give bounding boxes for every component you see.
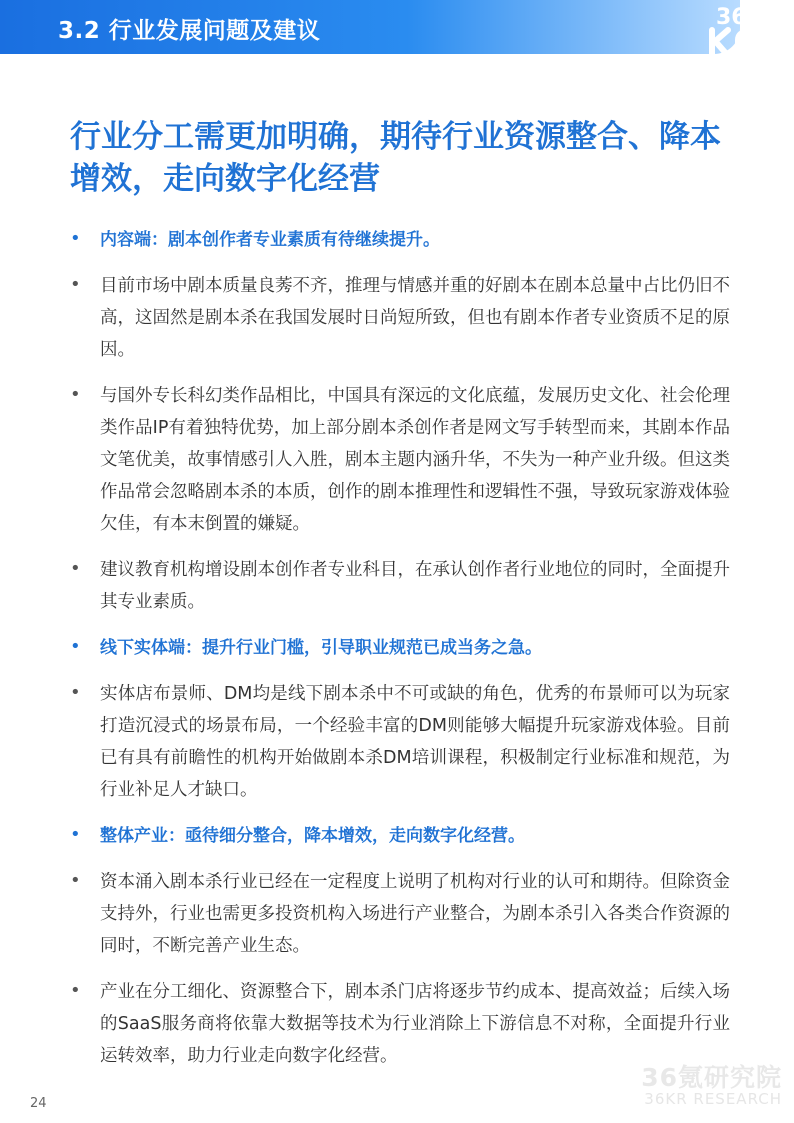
bullet-text: 线下实体端：提升行业门槛，引导职业规范已成当务之急。	[100, 638, 542, 658]
bullet-text: 整体产业：亟待细分整合，降本增效，走向数字化经营。	[100, 826, 525, 846]
bullet-dot-icon: •	[70, 274, 81, 295]
brand-logo	[674, 0, 794, 60]
bullet-text: 目前市场中剧本质量良莠不齐，推理与情感并重的好剧本在剧本总量中占比仍旧不高，这固然是剧本杀在我国发展时日尚短所致，但也有剧本作者专业资质不足的原因。	[100, 276, 730, 360]
headline: 行业分工需更加明确，期待行业资源整合、降本增效，走向数字化经营	[70, 119, 721, 197]
watermark	[632, 1058, 782, 1108]
bullet-list	[70, 224, 730, 1086]
bullet-text: 与国外专长科幻类作品相比，中国具有深远的文化底蕴，发展历史文化、社会伦理类作品IP有着独特优势，加上部分剧本杀创作者是网文写手转型而来，其剧本作品文笔优美，故事情感引人入胜，剧本主题内涵升华，不失为一种产业升级。但这类作品常会忽略剧本杀的本质，创作的剧本推理性和逻辑性不强，导致玩家游戏体验欠佳，有本末倒置的嫌疑。	[100, 386, 730, 534]
bullet-dot-icon: •	[70, 384, 81, 405]
page-number: 24	[30, 1096, 47, 1111]
bullet-dot-icon: •	[70, 228, 81, 249]
bullet-item	[70, 976, 730, 1072]
bullet-dot-icon: •	[70, 980, 81, 1001]
bullet-text: 实体店布景师、DM均是线下剧本杀中不可或缺的角色，优秀的布景师可以为玩家打造沉浸式的场景布局，一个经验丰富的DM则能够大幅提升玩家游戏体验。目前已有具有前瞻性的机构开始做剧本杀DM培训课程，积极制定行业标准和规范，为行业补足人才缺口。	[100, 684, 730, 800]
watermark-en: 36KR RESEARCH	[644, 1090, 782, 1108]
bullet-heading	[70, 632, 730, 664]
header-bar	[0, 0, 740, 54]
bullet-text: 资本涌入剧本杀行业已经在一定程度上说明了机构对行业的认可和期待。但除资金支持外，行业也需更多投资机构入场进行产业整合，为剧本杀引入各类合作资源的同时，不断完善产业生态。	[100, 872, 730, 956]
bullet-dot-icon: •	[70, 558, 81, 579]
bullet-item	[70, 678, 730, 806]
bullet-heading	[70, 820, 730, 852]
bullet-dot-icon: •	[70, 824, 81, 845]
svg-text:36: 36	[716, 5, 747, 30]
bullet-text: 内容端：剧本创作者专业素质有待继续提升。	[100, 230, 440, 250]
bullet-text: 产业在分工细化、资源整合下，剧本杀门店将逐步节约成本、提高效益；后续入场的SaaS服务商将依靠大数据等技术为行业消除上下游信息不对称，全面提升行业运转效率，助力行业走向数字化经营。	[100, 982, 730, 1066]
bullet-dot-icon: •	[70, 682, 81, 703]
bullet-heading	[70, 224, 730, 256]
bullet-text: 建议教育机构增设剧本创作者专业科目，在承认创作者行业地位的同时，全面提升其专业素质。	[100, 560, 730, 612]
bullet-dot-icon: •	[70, 636, 81, 657]
bullet-item	[70, 380, 730, 540]
bullet-item	[70, 270, 730, 366]
bullet-item	[70, 866, 730, 962]
bullet-item	[70, 554, 730, 618]
section-title: 3.2 行业发展问题及建议	[58, 18, 321, 44]
watermark-cn: 36氪研究院	[641, 1063, 782, 1092]
bullet-dot-icon: •	[70, 870, 81, 891]
